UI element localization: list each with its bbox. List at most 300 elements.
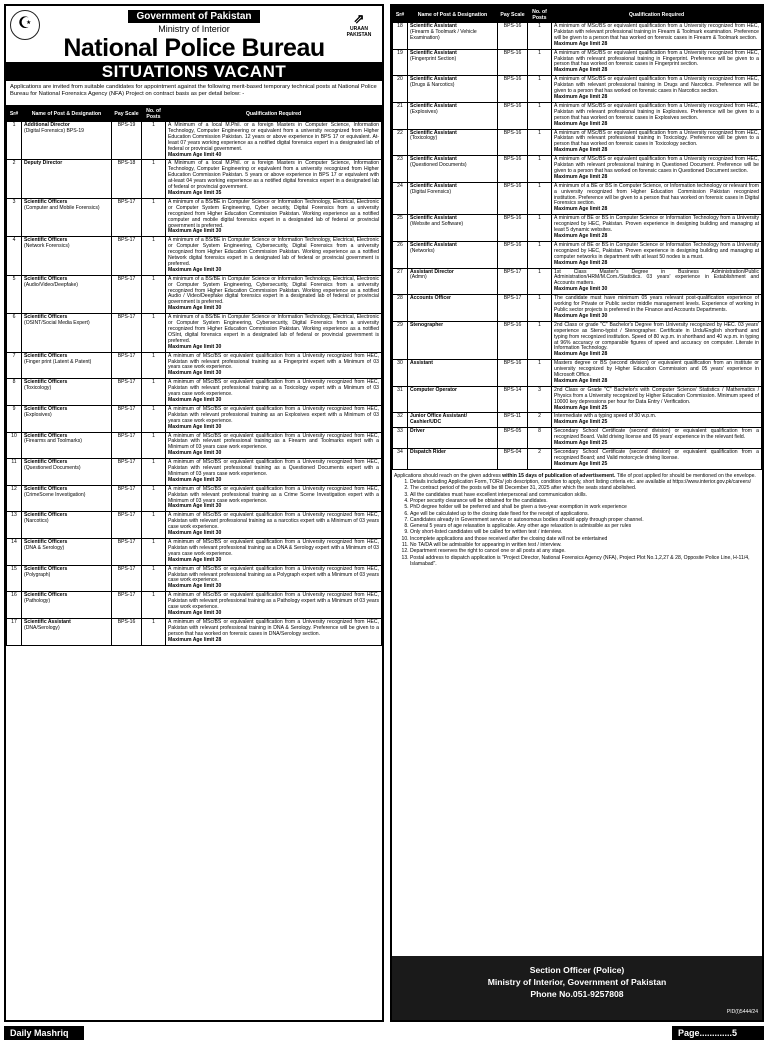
row-posts: 3 — [528, 386, 552, 413]
post-subtitle: (Firearms and Toolmarks) — [24, 438, 82, 445]
row-scale: BPS-17 — [112, 198, 142, 236]
pakistan-emblem-icon: ☪ — [10, 10, 40, 40]
row-posts: 1 — [528, 295, 552, 322]
post-title: Scientific Assistant — [410, 76, 457, 83]
row-qual — [552, 428, 762, 449]
signature-line-1: Section Officer (Police) — [529, 965, 625, 975]
post-title: Scientific Officers — [24, 512, 68, 519]
note-item: 6. Age will be calculated up to the closing date fixed for the receipt of applications. — [410, 511, 760, 517]
post-subtitle: (Firearm & Toolmark / Vehicle Examination) — [410, 28, 477, 41]
note-item: 11. No TA/DA will be admissible for appearing in written test / interview. — [410, 542, 760, 548]
post-subtitle: (Questioned Documents) — [24, 465, 81, 472]
table-row — [7, 160, 382, 198]
post-subtitle: (Questioned Documents) — [410, 162, 467, 169]
table-row — [7, 432, 382, 459]
post-title: Driver — [410, 428, 425, 435]
row-qual — [552, 321, 762, 359]
max-age: Maximum Age limit 30 — [168, 450, 222, 457]
post-title: Assistant Director — [410, 268, 454, 275]
row-post — [22, 275, 112, 313]
govt-title: Government of Pakistan — [128, 10, 259, 23]
row-posts: 1 — [142, 539, 166, 566]
row-posts: 1 — [142, 237, 166, 275]
post-title: Scientific Officers — [24, 539, 68, 545]
row-sr: 26 — [393, 241, 408, 268]
row-qual — [552, 156, 762, 183]
situations-vacant-banner: SITUATIONS VACANT — [6, 62, 382, 81]
row-scale: BPS-17 — [112, 539, 142, 566]
row-post — [22, 539, 112, 566]
row-post — [22, 314, 112, 352]
max-age: Maximum Age limit 25 — [554, 404, 608, 411]
max-age: Maximum Age limit 30 — [168, 423, 222, 430]
table-header — [393, 7, 762, 23]
post-subtitle: (Explosives) — [24, 411, 52, 418]
qualification-text: A minimum of MSc/BS or equivalent qualification from a University recognized from HEC, Pakistan with relevant professional training in Explosives. Preference will be given to a person that has worked on forensic cases in Explosives section. — [554, 102, 759, 121]
row-posts: 1 — [142, 405, 166, 432]
row-post — [408, 23, 498, 50]
table-row — [393, 23, 762, 50]
post-title: Junior Office Assistant/ Cashier/UDC — [410, 413, 467, 426]
post-subtitle: (Admn) — [410, 274, 427, 281]
row-sr: 34 — [393, 449, 408, 470]
max-age: Maximum Age limit 30 — [168, 305, 222, 312]
post-title: Scientific Officers — [24, 565, 68, 572]
row-sr: 31 — [393, 386, 408, 413]
row-qual — [166, 379, 382, 406]
row-posts: 1 — [528, 23, 552, 50]
row-posts: 1 — [142, 459, 166, 486]
row-sr: 25 — [393, 215, 408, 242]
row-scale: BPS-18 — [112, 160, 142, 198]
note-item: 10. Incomplete applications and those received after the closing date will not be entertained — [410, 536, 760, 542]
row-post — [408, 156, 498, 183]
row-posts: 1 — [528, 156, 552, 183]
qualification-text: A minimum of a BS/BE in Computer Science or Information Technology, Electrical, Electronic or Computer System Engineering, Cybersecurity, Digital Forensics from a university recognized from Higher Education Commission Pakistan. Working experience as a notified Network digital forensics expert in a designated lab of federal or provincial government is preferred. — [168, 237, 379, 267]
row-posts: 1 — [528, 182, 552, 215]
row-qual — [552, 102, 762, 129]
row-post — [408, 129, 498, 156]
table-row — [393, 386, 762, 413]
row-post — [408, 386, 498, 413]
row-sr: 12 — [7, 485, 22, 512]
row-sr: 13 — [7, 512, 22, 539]
row-qual — [166, 314, 382, 352]
row-posts: 1 — [142, 275, 166, 313]
note-item: 1. Details including Application Form, TORs/ job description, condition to apply, short listing criteria etc. are available at https://www.interior.gov.pk/careers/ — [410, 479, 760, 485]
row-scale: BPS-17 — [112, 592, 142, 619]
max-age: Maximum Age limit 28 — [554, 93, 608, 100]
row-posts: 1 — [142, 160, 166, 198]
table-row — [7, 485, 382, 512]
row-sr: 1 — [7, 122, 22, 160]
row-qual — [552, 215, 762, 242]
signature-block — [392, 956, 762, 1020]
notes-list — [402, 479, 760, 567]
max-age: Maximum Age limit 25 — [554, 440, 608, 447]
row-scale: BPS-17 — [112, 459, 142, 486]
qualification-text: A minimum of MSc/BS or equivalent qualification from a University recognized from HEC, Pakistan with relevant professional training in Questioned Document. Preference will be given to a person that has worked on forensic cases in Questioned Document section. — [554, 156, 759, 174]
row-qual — [166, 160, 382, 198]
row-post — [408, 102, 498, 129]
row-posts: 1 — [142, 565, 166, 592]
post-title: Scientific Officers — [24, 352, 68, 359]
post-title: Scientific Assistant — [410, 215, 457, 222]
row-posts: 1 — [528, 360, 552, 387]
row-sr: 18 — [393, 23, 408, 50]
intro-text: Applications are invited from suitable candidates for appointment against the following merit-based temporary technical posts at National Police Bureau for National Forensics Agency (NFA) Project on contract basis as per detail below: - — [10, 84, 377, 97]
table-row — [7, 565, 382, 592]
qualification-text: A minimum of MSc/BS or equivalent qualification from a University recognized from HEC, Pakistan with relevant professional training as a Toxicology expert with a Minimum of 03 years case work experience. — [168, 379, 379, 398]
max-age: Maximum Age limit 30 — [168, 396, 222, 403]
row-qual — [166, 405, 382, 432]
row-qual — [552, 268, 762, 295]
row-scale: BPS-16 — [498, 23, 528, 50]
post-title: Additional Director — [24, 122, 70, 128]
row-posts: 1 — [142, 314, 166, 352]
max-age: Maximum Age limit 30 — [168, 476, 222, 483]
max-age: Maximum Age limit 28 — [554, 147, 608, 154]
notes-lead-b: within 15 days of publication of advertisement. — [502, 472, 616, 479]
col-posts: No. of Posts — [528, 7, 552, 23]
qualification-text: A minimum of a BE or BS in Computer Science, or Information technology or relevant from a university recognized from Higher Education Commission Pakistan recognized institution. Preference will be given to a person that has worked on forensic cases in Digital Forensics section. — [554, 182, 759, 207]
post-subtitle: (Computer and Mobile Forensics) — [24, 204, 100, 211]
max-age: Maximum Age limit 28 — [554, 377, 608, 384]
max-age: Maximum Age limit 30 — [168, 583, 222, 590]
note-item: 7. Candidates already in Government service or autonomous bodies should apply through proper channel. — [410, 517, 760, 523]
table-row — [393, 129, 762, 156]
row-sr: 21 — [393, 102, 408, 129]
post-title: Scientific Officers — [24, 485, 68, 492]
row-posts: 1 — [142, 122, 166, 160]
row-posts: 1 — [528, 215, 552, 242]
row-post — [22, 459, 112, 486]
max-age: Maximum Age limit 40 — [168, 151, 222, 158]
qualification-text: A Minimum of a local M.Phil. or a foreign Masters in Computer Science, Information Technology, Computer Engineering or equivalent from a university recognized from Higher Education Commission Pakistan. 12 years or above experience in BPS 17 or equivalent. At-least 07 years working experience as a notified digital forensics expert in a designated lab of federal or provincial government. — [168, 122, 379, 152]
row-posts: 1 — [528, 268, 552, 295]
post-subtitle: (Narcotics) — [24, 518, 49, 525]
qualification-text: Secondary School Certificate (second division) or equivalent qualification from a recognized Board. Valid driving license and 05 years' experience in the relevant field. — [554, 428, 759, 441]
row-sr: 22 — [393, 129, 408, 156]
post-subtitle: (Explosives) — [410, 108, 438, 115]
col-posts: No. of Posts — [142, 106, 166, 122]
table-row — [7, 379, 382, 406]
left-column — [4, 4, 384, 1022]
row-sr: 20 — [393, 76, 408, 103]
post-title: Dispatch Rider — [410, 449, 446, 455]
qualification-text: A minimum of MSc/BS or equivalent qualification from a University recognized from HEC, Pakistan with relevant professional training as a Crime Scene Investigation expert with a Minimum of 03 years case work experience. — [168, 485, 379, 504]
row-posts: 2 — [528, 449, 552, 470]
max-age: Maximum Age limit 30 — [168, 530, 222, 537]
post-subtitle: (Network Forensics) — [24, 243, 70, 250]
max-age: Maximum Age limit 25 — [554, 460, 608, 467]
qualification-text: A Minimum of a local M.Phil. or a foreign Masters in Computer Science, Information Technology, Computer Engineering or equivalent from a university recognized from Higher Education Commission Pakistan. 5 years or above experience in BPS 17 or equivalent with at-least 04 years working experience as a notified digital forensics expert in a designated lab of federal or provincial government. — [168, 160, 379, 191]
row-scale: BPS-17 — [112, 352, 142, 379]
row-posts: 1 — [142, 512, 166, 539]
table-row — [393, 182, 762, 215]
row-qual — [166, 237, 382, 275]
row-scale: BPS-16 — [498, 76, 528, 103]
post-subtitle: (CrimeScene Investigation) — [24, 491, 86, 498]
post-title: Scientific Assistant — [24, 618, 71, 625]
row-scale: BPS-19 — [112, 122, 142, 160]
post-subtitle: (DNA & Serology) — [24, 544, 65, 551]
row-qual — [166, 459, 382, 486]
note-item: 2. The contract period of the posts will be till December 31, 2025 after which the seats stand abolished. — [410, 485, 760, 491]
row-posts: 1 — [528, 102, 552, 129]
row-sr: 27 — [393, 268, 408, 295]
row-sr: 17 — [7, 618, 22, 645]
row-post — [22, 379, 112, 406]
row-qual — [552, 241, 762, 268]
row-sr: 28 — [393, 295, 408, 322]
signature-line-2: Ministry of Interior, Government of Pakistan — [487, 977, 667, 987]
row-qual — [166, 539, 382, 566]
row-sr: 24 — [393, 182, 408, 215]
row-qual — [552, 413, 762, 428]
row-post — [408, 360, 498, 387]
table-row — [393, 428, 762, 449]
note-item: 8. General 5 years of age relaxation is applicable. Any other age relaxation is admissible as per rules — [410, 523, 760, 529]
max-age: Maximum Age limit 30 — [168, 609, 222, 616]
row-posts: 1 — [142, 352, 166, 379]
qualification-text: A minimum of MSc/BS or equivalent qualification from a University recognized from HEC, Pakistan with relevant professional training as a Polygraph expert with a Minimum of 03 years case work experience. — [168, 565, 379, 584]
row-scale: BPS-17 — [112, 565, 142, 592]
qualification-text: The candidate must have minimum 05 years relevant post-qualification experience of working for Private or Public sector middle management levels. Experience of working in Public sector projects is preferred in the Finance and Accounts Departments. — [554, 295, 759, 313]
row-post — [408, 413, 498, 428]
notes-lead-c: Title of post applied for should be mentioned on the envelope. — [615, 472, 756, 479]
row-sr: 3 — [7, 198, 22, 236]
post-title: Scientific Officers — [24, 459, 68, 466]
max-age: Maximum Age limit 30 — [168, 343, 222, 350]
row-qual — [166, 565, 382, 592]
row-qual — [166, 122, 382, 160]
table-row — [7, 512, 382, 539]
row-qual — [166, 592, 382, 619]
max-age: Maximum Age limit 28 — [554, 351, 608, 358]
row-scale: BPS-17 — [112, 432, 142, 459]
qualification-text: A minimum of MSc/BS or equivalent qualification from a University recognized from HEC, Pakistan with relevant professional training in Fingerprint. Preference will be given to a person that has worked on forensic cases in Fingerprint section. — [554, 49, 759, 68]
row-sr: 6 — [7, 314, 22, 352]
table-row — [7, 459, 382, 486]
post-title: Scientific Officers — [24, 314, 68, 321]
row-posts: 1 — [528, 49, 552, 76]
row-scale: BPS-17 — [498, 295, 528, 322]
page-number: Page.............5 — [672, 1026, 764, 1040]
max-age: Maximum Age limit 35 — [168, 189, 222, 196]
row-posts: 1 — [528, 241, 552, 268]
row-scale: BPS-16 — [112, 618, 142, 645]
row-scale: BPS-16 — [498, 156, 528, 183]
row-post — [408, 49, 498, 76]
qualification-text: A minimum of MSc/BS or equivalent qualification from a University recognized from HEC, Pakistan with relevant professional training in Toxicology. Preference will be given to a person that has worked on forensic cases in Toxicology section. — [554, 129, 759, 148]
post-subtitle: (Drugs & Narcotics) — [410, 82, 455, 89]
row-posts: 1 — [528, 76, 552, 103]
row-posts: 1 — [528, 321, 552, 359]
col-post: Name of Post & Designation — [22, 106, 112, 122]
max-age: Maximum Age limit 30 — [168, 228, 222, 235]
table-row — [393, 360, 762, 387]
row-posts: 8 — [528, 428, 552, 449]
max-age: Maximum Age limit 30 — [168, 556, 222, 563]
table-row — [7, 618, 382, 645]
row-scale: BPS-16 — [498, 321, 528, 359]
row-sr: 7 — [7, 352, 22, 379]
table-row — [7, 122, 382, 160]
row-sr: 15 — [7, 565, 22, 592]
row-scale: BPS-16 — [498, 102, 528, 129]
row-post — [22, 352, 112, 379]
row-sr: 8 — [7, 379, 22, 406]
post-subtitle: (Pathology) — [24, 598, 51, 605]
row-qual — [166, 485, 382, 512]
row-post — [22, 432, 112, 459]
header — [6, 6, 382, 83]
max-age: Maximum Age limit 25 — [554, 419, 608, 426]
row-scale: BPS-16 — [498, 182, 528, 215]
uraan-logo-icon: ⇗ — [353, 11, 365, 26]
col-sr: Sr# — [393, 7, 408, 23]
row-post — [22, 512, 112, 539]
table-row — [7, 539, 382, 566]
row-scale: BPS-17 — [112, 405, 142, 432]
row-posts: 1 — [142, 198, 166, 236]
row-sr: 4 — [7, 237, 22, 275]
post-title: Scientific Officers — [24, 379, 68, 386]
row-qual — [166, 432, 382, 459]
right-column — [390, 4, 764, 1022]
post-title: Accounts Officer — [410, 295, 452, 302]
qualification-text: Masters degree or BS (second division) or equivalent qualification from an institute or university recognized by Higher Education Commission and 05 years' experience in Microsoft Office. — [554, 360, 759, 379]
qualification-text: A minimum of MSc/BS or equivalent qualification from a University recognized from HEC, Pakistan with relevant professional training in DNA & Serology. Preference will be given to a person that has worked on forensic cases in DNA/Serology section. — [168, 618, 379, 637]
row-post — [408, 321, 498, 359]
max-age: Maximum Age limit 28 — [554, 40, 608, 47]
table-header — [7, 106, 382, 122]
max-age: Maximum Age limit 28 — [554, 67, 608, 74]
post-title: Scientific Assistant — [410, 102, 457, 109]
row-qual — [166, 618, 382, 645]
row-post — [22, 237, 112, 275]
max-age: Maximum Age limit 28 — [554, 233, 608, 239]
qualification-text: A minimum of MSc/BS or equivalent qualification from a University recognized from HEC, Pakistan with relevant professional training as an Explosives expert with a Minimum of 03 years case work experience. — [168, 405, 379, 424]
row-post — [408, 449, 498, 470]
post-subtitle: (Finger print (Latent & Patent) — [24, 358, 92, 365]
row-scale: BPS-17 — [498, 268, 528, 295]
row-scale: BPS-17 — [112, 314, 142, 352]
post-subtitle: (DNA/Serology) — [24, 624, 60, 631]
post-title: Scientific Assistant — [410, 241, 457, 248]
row-post — [408, 215, 498, 242]
row-posts: 1 — [142, 618, 166, 645]
row-post — [22, 565, 112, 592]
row-qual — [552, 129, 762, 156]
max-age: Maximum Age limit 28 — [554, 120, 608, 127]
table-row — [393, 295, 762, 322]
uraan-text: URAAN PAKISTAN — [346, 26, 372, 38]
jobs-table-left — [6, 105, 382, 646]
post-title: Computer Operator — [410, 386, 457, 393]
table-row — [7, 405, 382, 432]
post-title: Scientific Assistant — [410, 182, 457, 189]
max-age: Maximum Age limit 28 — [554, 259, 608, 266]
qualification-text: A minimum of MSc/BS or equivalent qualification from a University recognized from HEC, Pakistan with relevant professional training in Firearm & Toolmark examination. Preference will be given to a person that has worked on forensic cases in Firearm & Toolmark section. — [554, 23, 759, 41]
post-title: Scientific Officers — [24, 198, 68, 205]
qualification-text: A minimum of MSc/BS or equivalent qualification from a University recognized from HEC, Pakistan with relevant professional training as a narcotics expert with a Minimum of 03 years case work experience. — [168, 512, 379, 531]
row-posts: 1 — [142, 592, 166, 619]
row-sr: 29 — [393, 321, 408, 359]
qualification-text: A minimum of MSc/BS or equivalent qualification from a University recognized from HEC, Pakistan with relevant professional training as a Questioned Documents expert with a Minimum of 03 years case work experience. — [168, 459, 379, 477]
uraan-pakistan-logo — [342, 12, 376, 46]
table-row — [393, 268, 762, 295]
row-sr: 30 — [393, 360, 408, 387]
row-post — [408, 241, 498, 268]
row-scale: BPS-16 — [498, 241, 528, 268]
qualification-text: A minimum of a BS/BE in Computer Science or Information Technology, Electrical, Electronic or Computer System Engineering, Cyber security, Digital Forensics from a university recognized from Higher Education Commission Pakistan. Working experience as a notified computer and mobile digital forensics expert in a designated lab of federal or provincial government is preferred. — [168, 198, 379, 229]
table-row — [393, 321, 762, 359]
post-title: Scientific Officers — [24, 592, 68, 599]
table-row — [393, 156, 762, 183]
row-qual — [552, 295, 762, 322]
row-post — [22, 618, 112, 645]
max-age: Maximum Age limit 30 — [554, 312, 608, 319]
row-scale: BPS-16 — [498, 360, 528, 387]
row-post — [408, 76, 498, 103]
col-scale: Pay Scale — [112, 106, 142, 122]
post-title: Scientific Officers — [24, 275, 68, 282]
table-row — [7, 592, 382, 619]
note-item: 13. Postal address to dispatch application is "Project Director, National Forensics Agency (NFA), Project Plot No.1,2,27 & 28, Opposite Police Line, H-11/4, Islamabad". — [410, 555, 760, 568]
row-post — [408, 295, 498, 322]
note-item: 12. Department reserves the right to cancel one or all posts at any stage. — [410, 548, 760, 554]
row-post — [408, 182, 498, 215]
row-sr: 32 — [393, 413, 408, 428]
qualification-text: A minimum of a BS/BE in Computer Science or Information Technology, Electrical, Electronic or Computer System Engineering, Cybersecurity, Digital Forensics from a university recognized from Higher Education Commission Pakistan. Working experience as a notified Audio / Video/Deepfake digital forensics expert in a designated lab of federal or provincial government is preferred. — [168, 275, 379, 306]
row-post — [22, 592, 112, 619]
row-qual — [166, 275, 382, 313]
qualification-text: A minimum of MSc/BS or equivalent qualification from a University recognized from HEC, Pakistan with relevant professional training as a Firearm and Toolmarks expert with a Minimum of 03 years case work experience. — [168, 432, 379, 451]
notes-lead-a: Applications should reach on the given address — [394, 472, 503, 479]
post-subtitle: (Toxicology) — [24, 385, 52, 392]
post-subtitle: (Polygraph) — [24, 571, 51, 578]
post-title: Scientific Assistant — [410, 23, 457, 29]
table-row — [7, 352, 382, 379]
row-scale: BPS-17 — [112, 379, 142, 406]
row-sr: 14 — [7, 539, 22, 566]
row-sr: 16 — [7, 592, 22, 619]
col-qual: Qualification Required — [166, 106, 382, 122]
signature-line-3: Phone No.051-9257808 — [530, 989, 624, 999]
post-subtitle: (Toxicology) — [410, 135, 438, 142]
row-scale: BPS-17 — [112, 237, 142, 275]
row-sr: 19 — [393, 49, 408, 76]
note-item: 9. Only short-listed candidates will be called for written test / interview. — [410, 529, 760, 535]
col-post: Name of Post & Designation — [408, 7, 498, 23]
row-sr: 9 — [7, 405, 22, 432]
table-row — [393, 449, 762, 470]
qualification-text: A minimum of a BS/BE in Computer Science or Information Technology, Electrical, Electronic or Computer System Engineering, Cybersecurity, Digital Forensics from a university recognized from Higher Education Commission Pakistan. Working experience as a notified OSInt, digital forensics expert in a designated lab of federal or provincial government is preferred. — [168, 314, 379, 344]
row-sr: 10 — [7, 432, 22, 459]
row-scale: BPS-16 — [498, 49, 528, 76]
row-qual — [552, 449, 762, 470]
row-scale: BPS-16 — [498, 215, 528, 242]
row-scale: BPS-05 — [498, 428, 528, 449]
post-subtitle: (Audio/Video/Deepfake) — [24, 281, 78, 288]
row-post — [22, 485, 112, 512]
post-title: Stenographer — [410, 321, 444, 328]
row-scale: BPS-17 — [112, 512, 142, 539]
col-qual: Qualification Required — [552, 7, 762, 23]
post-title: Scientific Assistant — [410, 129, 457, 136]
